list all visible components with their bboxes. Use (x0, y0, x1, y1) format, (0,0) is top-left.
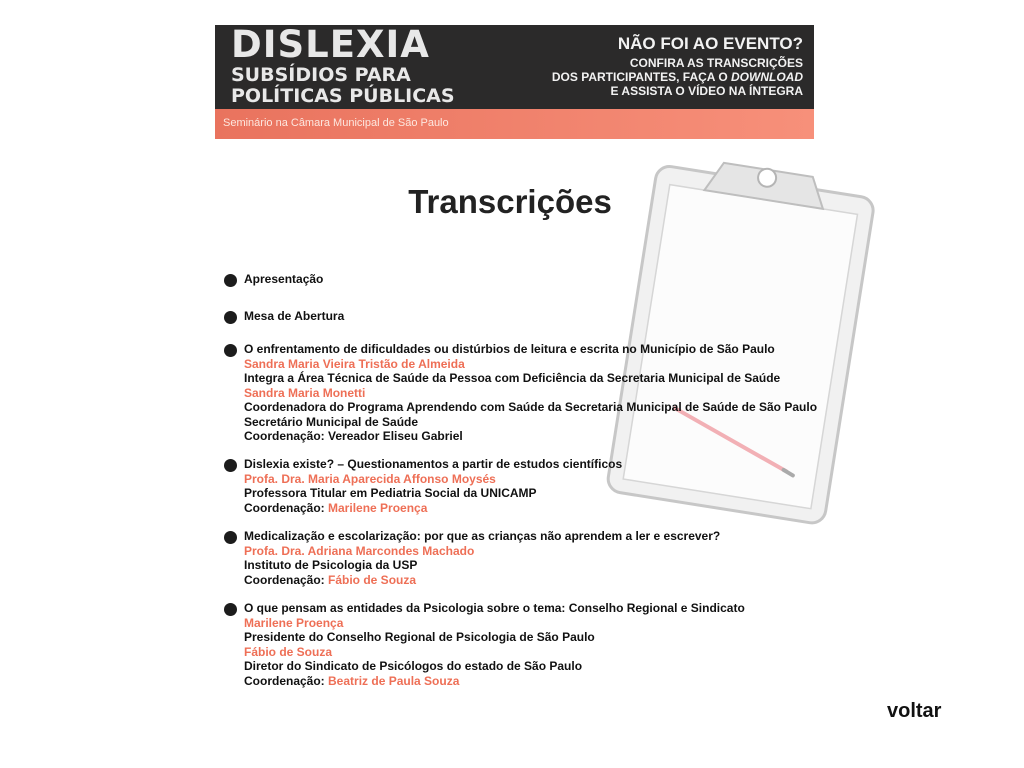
line-text: Presidente do Conselho Regional de Psicologia de São Paulo (244, 630, 595, 644)
banner-title: DISLEXIA (231, 23, 430, 66)
transcription-detail (244, 429, 817, 444)
line-text: Coordenadora do Programa Aprendendo com Saúde da Secretaria Municipal de Saúde de São Paulo (244, 400, 818, 414)
line-text: Apresentação (244, 272, 324, 286)
bullet-icon (224, 344, 237, 357)
line-text: O que pensam as entidades da Psicologia sobre o tema: Conselho Regional e Sindicato (244, 601, 745, 615)
line-text: Mesa de Abertura (244, 309, 345, 323)
transcription-detail (244, 357, 817, 372)
coordination-label: Coordenação: (244, 500, 329, 515)
speaker-name: Sandra Maria Vieira Tristão de Almeida (244, 356, 465, 371)
transcription-lines (244, 529, 720, 587)
back-link[interactable]: voltar (887, 700, 942, 722)
banner-subtitle: Seminário na Câmara Municipal de São Paulo (223, 117, 449, 129)
transcription-title[interactable] (244, 529, 720, 544)
line-text: Professora Titular em Pediatria Social da UNICAMP (244, 486, 537, 500)
speaker-name: Marilene Proença (244, 615, 344, 630)
speaker-name: Profa. Dra. Adriana Marcondes Machado (244, 543, 475, 558)
transcription-detail (244, 616, 745, 631)
transcription-detail (244, 544, 720, 559)
banner-cta-text (483, 56, 803, 98)
transcription-detail (244, 645, 745, 660)
transcription-detail (244, 674, 745, 689)
transcription-title[interactable] (244, 601, 745, 616)
speaker-name: Fábio de Souza (328, 572, 417, 587)
line-text: Dislexia existe? – Questionamentos a partir de estudos científicos (244, 457, 623, 471)
bullet-icon (224, 311, 237, 324)
transcription-title[interactable] (244, 272, 323, 287)
speaker-name: Profa. Dra. Maria Aparecida Affonso Moysés (244, 471, 496, 486)
transcription-detail (244, 501, 622, 516)
speaker-name: Marilene Proença (328, 500, 428, 515)
banner-cta-line3: E ASSISTA O VÍDEO NA ÍNTEGRA (610, 84, 803, 98)
speaker-name: Fábio de Souza (244, 644, 333, 659)
line-text: Instituto de Psicologia da USP (244, 558, 418, 572)
banner-cta-line2 (483, 70, 803, 84)
transcription-detail (244, 386, 817, 401)
coordination-label: Coordenação: (244, 572, 329, 587)
transcription-detail (244, 371, 817, 386)
line-text: Coordenação: Vereador Eliseu Gabriel (244, 429, 463, 443)
line-text: Medicalização e escolarização: por que as crianças não aprendem a ler e escrever? (244, 529, 721, 543)
header-banner (215, 25, 814, 139)
transcription-detail (244, 573, 720, 588)
transcription-title[interactable] (244, 309, 344, 324)
line-text: O enfrentamento de dificuldades ou distúrbios de leitura e escrita no Município de São Paulo (244, 342, 775, 356)
transcription-lines (244, 272, 323, 287)
banner-title-line2: SUBSÍDIOS PARA (231, 64, 411, 86)
banner-cta-line1: CONFIRA AS TRANSCRIÇÕES (629, 56, 803, 70)
bullet-icon (224, 531, 237, 544)
transcription-lines (244, 601, 745, 688)
banner-title-line3: POLÍTICAS PÚBLICAS (231, 85, 455, 107)
transcription-detail (244, 415, 817, 430)
transcription-detail (244, 659, 745, 674)
transcription-detail (244, 630, 745, 645)
line-text: Secretário Municipal de Saúde (244, 414, 419, 429)
banner-dark-area (215, 25, 814, 109)
coordination-label: Coordenação: (244, 673, 329, 688)
transcription-detail (244, 472, 622, 487)
transcription-lines (244, 309, 344, 324)
banner-cta-line2-a: DOS PARTICIPANTES, FAÇA O (551, 70, 731, 84)
bullet-icon (224, 274, 237, 287)
transcription-lines (244, 457, 622, 515)
transcription-detail (244, 486, 622, 501)
transcription-lines (244, 342, 817, 444)
speaker-name: Beatriz de Paula Souza (328, 673, 460, 688)
banner-cta-title: NÃO FOI AO EVENTO? (617, 34, 803, 53)
line-text: Diretor do Sindicato de Psicólogos do estado de São Paulo (244, 659, 583, 673)
bullet-icon (224, 603, 237, 616)
banner-cta-download: DOWNLOAD (731, 70, 803, 84)
line-text: Integra a Área Técnica de Saúde da Pessoa com Deficiência da Secretaria Municipal de Saúde (244, 371, 781, 385)
speaker-name: Sandra Maria Monetti (244, 385, 366, 400)
transcription-title[interactable] (244, 342, 817, 357)
transcription-title[interactable] (244, 457, 622, 472)
bullet-icon (224, 459, 237, 472)
transcription-detail (244, 400, 817, 415)
transcription-detail (244, 558, 720, 573)
page-title: Transcrições (408, 183, 612, 220)
